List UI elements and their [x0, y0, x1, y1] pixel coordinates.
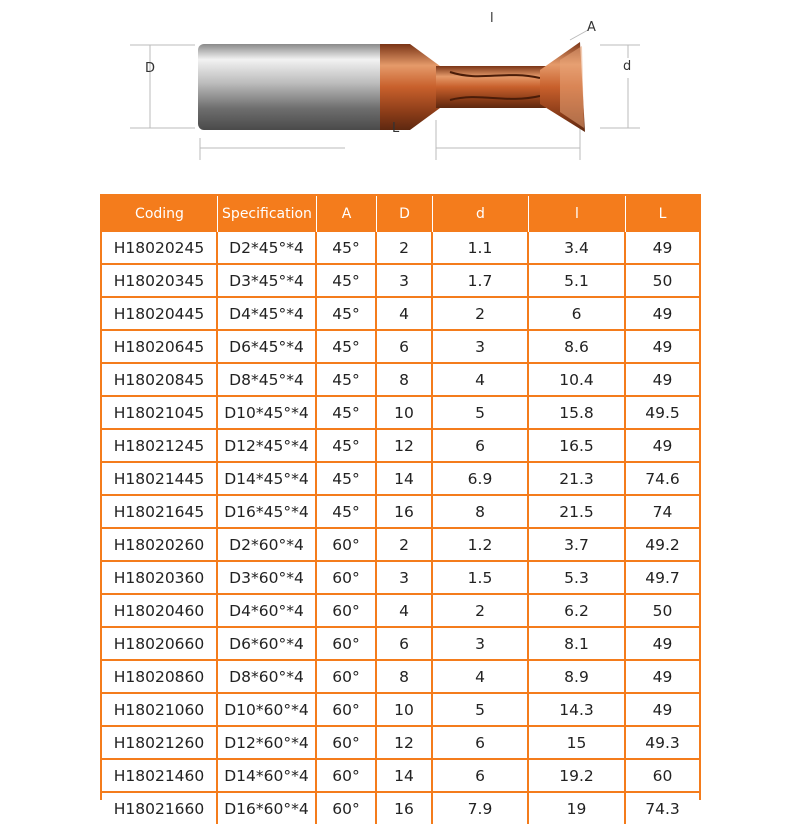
cell-specification: D14*45°*4: [218, 463, 317, 496]
cell-d: 4: [433, 661, 529, 694]
cell-A: 60°: [317, 793, 377, 824]
cell-d: 5: [433, 397, 529, 430]
cutter-diagram: [0, 0, 800, 185]
cell-coding: H18020360: [102, 562, 218, 595]
header-coding: Coding: [102, 196, 218, 232]
cell-d: 2: [433, 595, 529, 628]
header-specification: Specification: [218, 196, 317, 232]
cell-d: 3: [433, 628, 529, 661]
cell-D: 2: [377, 529, 433, 562]
cell-L: 49: [626, 364, 699, 397]
table-row: [102, 694, 699, 727]
cell-coding: H18020660: [102, 628, 218, 661]
cell-d: 7.9: [433, 793, 529, 824]
cell-specification: D3*60°*4: [218, 562, 317, 595]
cell-L: 49: [626, 628, 699, 661]
spec-table-container: [100, 194, 701, 818]
cell-D: 2: [377, 232, 433, 265]
cell-L: 49: [626, 232, 699, 265]
cell-A: 60°: [317, 595, 377, 628]
cell-d: 4: [433, 364, 529, 397]
label-D: D: [145, 61, 156, 76]
header-d: d: [433, 196, 529, 232]
spec-table: [102, 196, 699, 824]
cell-D: 12: [377, 430, 433, 463]
cell-A: 60°: [317, 727, 377, 760]
cell-d: 5: [433, 694, 529, 727]
cell-coding: H18021060: [102, 694, 218, 727]
cell-A: 45°: [317, 298, 377, 331]
cell-L: 49.3: [626, 727, 699, 760]
cell-L: 49: [626, 661, 699, 694]
cell-L: 49: [626, 298, 699, 331]
table-row: [102, 364, 699, 397]
cell-coding: H18021460: [102, 760, 218, 793]
cell-specification: D4*45°*4: [218, 298, 317, 331]
cell-L: 49.7: [626, 562, 699, 595]
cell-specification: D12*45°*4: [218, 430, 317, 463]
cell-l: 8.6: [529, 331, 626, 364]
cell-L: 50: [626, 595, 699, 628]
cell-A: 60°: [317, 661, 377, 694]
cell-coding: H18020445: [102, 298, 218, 331]
cell-coding: H18020460: [102, 595, 218, 628]
cell-d: 6: [433, 430, 529, 463]
cell-coding: H18020860: [102, 661, 218, 694]
cell-l: 16.5: [529, 430, 626, 463]
cell-L: 49: [626, 694, 699, 727]
cell-coding: H18020345: [102, 265, 218, 298]
cell-coding: H18021260: [102, 727, 218, 760]
cell-specification: D16*45°*4: [218, 496, 317, 529]
cell-specification: D16*60°*4: [218, 793, 317, 824]
cell-l: 3.7: [529, 529, 626, 562]
table-row: [102, 298, 699, 331]
cell-l: 5.3: [529, 562, 626, 595]
cell-specification: D8*45°*4: [218, 364, 317, 397]
cell-d: 8: [433, 496, 529, 529]
cell-coding: H18021045: [102, 397, 218, 430]
cell-d: 1.1: [433, 232, 529, 265]
table-row: [102, 628, 699, 661]
cell-L: 49: [626, 430, 699, 463]
cell-D: 10: [377, 694, 433, 727]
cell-specification: D6*60°*4: [218, 628, 317, 661]
cell-L: 50: [626, 265, 699, 298]
cell-L: 49.2: [626, 529, 699, 562]
table-row: [102, 595, 699, 628]
table-row: [102, 496, 699, 529]
cell-D: 12: [377, 727, 433, 760]
cell-L: 60: [626, 760, 699, 793]
cell-D: 8: [377, 661, 433, 694]
cell-A: 45°: [317, 232, 377, 265]
cell-L: 74: [626, 496, 699, 529]
cell-l: 19: [529, 793, 626, 824]
cell-specification: D10*45°*4: [218, 397, 317, 430]
cell-D: 8: [377, 364, 433, 397]
cell-A: 45°: [317, 496, 377, 529]
cell-D: 6: [377, 628, 433, 661]
cell-coding: H18021445: [102, 463, 218, 496]
cell-d: 2: [433, 298, 529, 331]
cell-A: 45°: [317, 265, 377, 298]
cell-l: 14.3: [529, 694, 626, 727]
cell-A: 60°: [317, 694, 377, 727]
cell-A: 45°: [317, 364, 377, 397]
cell-specification: D6*45°*4: [218, 331, 317, 364]
cell-D: 14: [377, 463, 433, 496]
cell-l: 21.3: [529, 463, 626, 496]
cell-D: 16: [377, 496, 433, 529]
cell-l: 5.1: [529, 265, 626, 298]
cell-coding: H18020645: [102, 331, 218, 364]
cell-l: 15.8: [529, 397, 626, 430]
table-row: [102, 430, 699, 463]
cell-d: 1.7: [433, 265, 529, 298]
header-D: D: [377, 196, 433, 232]
cell-L: 49.5: [626, 397, 699, 430]
cell-L: 74.6: [626, 463, 699, 496]
cell-A: 60°: [317, 628, 377, 661]
cell-l: 15: [529, 727, 626, 760]
cell-specification: D12*60°*4: [218, 727, 317, 760]
header-L: L: [626, 196, 699, 232]
cell-A: 60°: [317, 529, 377, 562]
table-row: [102, 529, 699, 562]
table-row: [102, 760, 699, 793]
cell-L: 74.3: [626, 793, 699, 824]
cell-D: 4: [377, 298, 433, 331]
cell-l: 21.5: [529, 496, 626, 529]
cell-A: 45°: [317, 463, 377, 496]
cell-coding: H18020845: [102, 364, 218, 397]
label-L: L: [392, 121, 400, 136]
cell-specification: D2*60°*4: [218, 529, 317, 562]
cell-d: 1.2: [433, 529, 529, 562]
cell-d: 6.9: [433, 463, 529, 496]
cell-D: 4: [377, 595, 433, 628]
cell-d: 6: [433, 727, 529, 760]
cell-d: 1.5: [433, 562, 529, 595]
cell-D: 3: [377, 562, 433, 595]
header-l: l: [529, 196, 626, 232]
cell-specification: D4*60°*4: [218, 595, 317, 628]
cell-A: 45°: [317, 331, 377, 364]
cell-coding: H18021645: [102, 496, 218, 529]
table-row: [102, 265, 699, 298]
table-row: [102, 397, 699, 430]
table-row: [102, 331, 699, 364]
cell-d: 3: [433, 331, 529, 364]
label-A: A: [587, 20, 596, 35]
cell-l: 10.4: [529, 364, 626, 397]
cell-d: 6: [433, 760, 529, 793]
cell-specification: D3*45°*4: [218, 265, 317, 298]
cell-specification: D2*45°*4: [218, 232, 317, 265]
cell-D: 14: [377, 760, 433, 793]
table-row: [102, 463, 699, 496]
cell-l: 6: [529, 298, 626, 331]
table-header-row: [102, 196, 699, 232]
table-row: [102, 661, 699, 694]
dovetail-cutter-drawing: [0, 0, 800, 185]
table-row: [102, 793, 699, 824]
table-row: [102, 562, 699, 595]
cell-D: 10: [377, 397, 433, 430]
cell-l: 19.2: [529, 760, 626, 793]
cell-l: 8.9: [529, 661, 626, 694]
label-l: l: [490, 11, 494, 26]
cell-A: 60°: [317, 562, 377, 595]
cell-coding: H18021245: [102, 430, 218, 463]
cell-D: 3: [377, 265, 433, 298]
shank: [198, 44, 410, 130]
cell-D: 6: [377, 331, 433, 364]
cell-coding: H18020260: [102, 529, 218, 562]
cell-specification: D8*60°*4: [218, 661, 317, 694]
cell-l: 8.1: [529, 628, 626, 661]
cell-D: 16: [377, 793, 433, 824]
cell-specification: D10*60°*4: [218, 694, 317, 727]
cell-A: 45°: [317, 397, 377, 430]
cell-coding: H18020245: [102, 232, 218, 265]
cell-L: 49: [626, 331, 699, 364]
table-row: [102, 232, 699, 265]
label-d: d: [623, 59, 632, 74]
table-row: [102, 727, 699, 760]
header-A: A: [317, 196, 377, 232]
coated-neck-taper: [380, 44, 440, 130]
cell-l: 3.4: [529, 232, 626, 265]
cell-specification: D14*60°*4: [218, 760, 317, 793]
cell-l: 6.2: [529, 595, 626, 628]
cell-A: 60°: [317, 760, 377, 793]
cell-coding: H18021660: [102, 793, 218, 824]
cell-A: 45°: [317, 430, 377, 463]
